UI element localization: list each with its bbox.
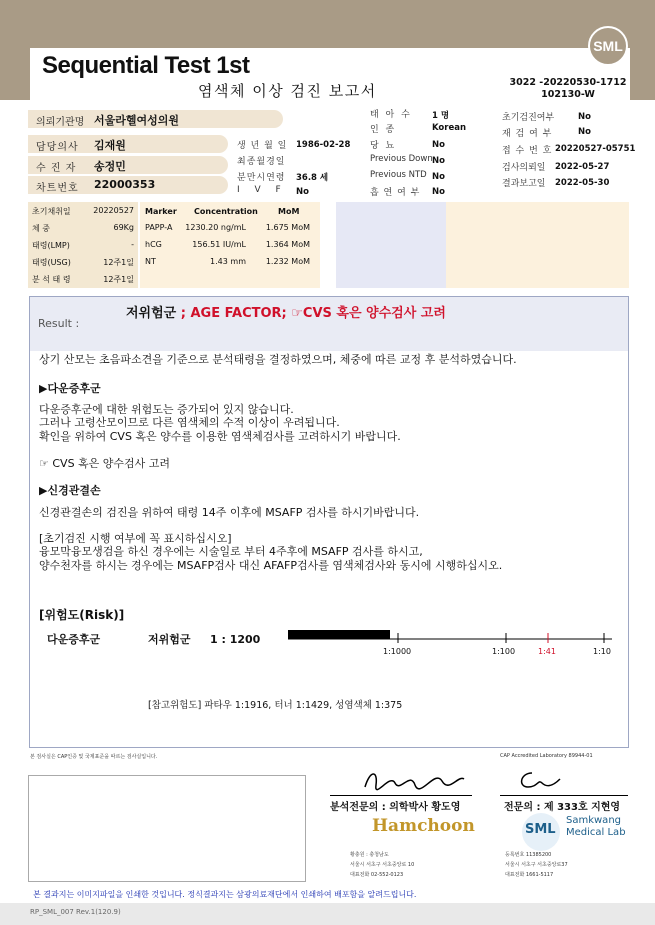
form-code: RP_SML_007 Rev.1(120.9) bbox=[30, 908, 121, 916]
retest-value: No bbox=[578, 127, 591, 137]
report-subtitle: 염색체 이상 검진 보고서 bbox=[198, 82, 377, 100]
prev-ntd-value: No bbox=[432, 172, 445, 182]
blank-panel-blue bbox=[336, 202, 446, 288]
analyst-label: 분석전문의 : 의학박사 황도영 bbox=[330, 802, 461, 813]
request-label: 검사의뢰일 bbox=[502, 163, 546, 173]
early-value: No bbox=[578, 112, 591, 122]
note-text-2: 융모막융모생검을 하신 경우에는 시술일로 부터 4주후에 MSAFP 검사를 하시고, bbox=[39, 545, 423, 558]
doctor-label: 담당의사 bbox=[36, 142, 79, 153]
comment-box bbox=[28, 775, 306, 882]
marker-row-marker: NT bbox=[145, 257, 156, 266]
fetus-label: 태 아 수 bbox=[370, 110, 412, 120]
risk-scale bbox=[286, 624, 616, 660]
tick-label-1000: 1:1000 bbox=[383, 647, 412, 656]
marker-header: Marker bbox=[145, 207, 177, 216]
lab-address: 등록번호 11385200 서울시 서초구 서초중앙로37 대표전화 1661-5117 bbox=[505, 852, 568, 878]
marker-row-marker: PAPP-A bbox=[145, 223, 173, 232]
document-number: 3022 -20220530-1712 102130-W bbox=[509, 77, 627, 100]
report-label: 결과보고일 bbox=[502, 179, 546, 189]
smoking-label: 흡 연 여 부 bbox=[370, 188, 421, 198]
collection-row-label: 체 중 bbox=[32, 224, 50, 233]
collection-row-label: 태령(LMP) bbox=[32, 241, 70, 250]
receipt-label: 접 수 번 호 bbox=[502, 146, 553, 156]
collection-row-value: 12주1일 bbox=[103, 275, 134, 284]
risk-level: 저위험군 bbox=[148, 633, 191, 646]
result-line-1: 상기 산모는 초음파소견을 기준으로 분석태령을 결정하였으며, 체중에 따른 교정 후 분석하였습니다. bbox=[39, 353, 517, 366]
note-text-1: [초기검진 시행 여부에 꼭 표시하십시오] bbox=[39, 532, 232, 545]
examinee-label: 수 진 자 bbox=[36, 163, 77, 174]
cvs-note: ☞ CVS 혹은 양수검사 고려 bbox=[39, 457, 171, 470]
down-title: ▶다운증후군 bbox=[39, 382, 101, 395]
prev-down-label: Previous Down bbox=[370, 154, 433, 164]
sml-logo: SML bbox=[588, 26, 628, 66]
down-text-1: 다운증후군에 대한 위험도는 증가되어 있지 않습니다. bbox=[39, 403, 294, 416]
diabetes-value: No bbox=[432, 140, 445, 150]
lab-logo-text: SML bbox=[525, 822, 556, 837]
early-label: 초기검진여부 bbox=[502, 113, 555, 123]
cap-note: 본 검사실은 CAP인증 및 국제표준을 따르는 검사실입니다. bbox=[30, 754, 158, 760]
institution-label: 의뢰기관명 bbox=[36, 117, 85, 128]
specialist-signature bbox=[514, 767, 564, 793]
tick-label-41: 1:41 bbox=[538, 647, 556, 656]
retest-label: 재 검 여 부 bbox=[502, 129, 553, 139]
marker-row-conc: 156.51 IU/mL bbox=[192, 240, 246, 249]
marker-row-mom: 1.232 MoM bbox=[265, 257, 310, 266]
prev-ntd-label: Previous NTD bbox=[370, 170, 427, 180]
lab-name: Samkwang Medical Lab bbox=[566, 815, 626, 838]
specialist-signature-line bbox=[500, 795, 628, 796]
chart-value: 22000353 bbox=[94, 178, 156, 191]
ntd-title: ▶신경관결손 bbox=[39, 484, 101, 497]
examinee-value: 송정민 bbox=[94, 160, 126, 173]
collection-row-value: - bbox=[131, 240, 134, 249]
tick-label-100: 1:100 bbox=[492, 647, 516, 656]
bottom-note: 본 결과지는 이미지파일을 인쇄한 것입니다. 정식결과지는 삼광의료재단에서 인쇄하여 배포함을 알려드립니다. bbox=[33, 890, 417, 899]
lmp-label: 최종월경일 bbox=[237, 157, 286, 167]
collection-row-label: 태령(USG) bbox=[32, 258, 71, 267]
partner-logo: Hamchoon bbox=[372, 816, 475, 836]
fetus-value: 1 명 bbox=[432, 111, 450, 121]
risk-title: [위험도(Risk)] bbox=[39, 608, 125, 622]
marker-row-conc: 1230.20 ng/mL bbox=[185, 223, 246, 232]
collection-row-label: 초기채취일 bbox=[32, 207, 71, 216]
risk-ratio: 1 : 1200 bbox=[210, 633, 261, 646]
specialist-label: 전문의 : 제 333호 지현영 bbox=[504, 802, 621, 813]
down-text-2: 그러나 고령산모이므로 다른 염색체의 수적 이상이 우려됩니다. bbox=[39, 416, 340, 429]
marker-row-mom: 1.364 MoM bbox=[265, 240, 310, 249]
reference-risk: [참고위험도] 파타우 1:1916, 터너 1:1429, 성염색체 1:375 bbox=[148, 700, 403, 711]
result-summary: 저위험군 ; AGE FACTOR; ☞CVS 혹은 양수검사 고려 bbox=[126, 306, 446, 321]
note-text-3: 양수천자를 하시는 경우에는 MSAFP검사 대신 AFAFP검사를 염색체검사와 동시에 시행하십시오. bbox=[39, 559, 503, 572]
collection-row-value: 69Kg bbox=[113, 223, 134, 232]
ivf-label: I V F bbox=[237, 185, 287, 195]
institution-value: 서울라헬여성의원 bbox=[94, 114, 180, 127]
collection-row-label: 분 석 태 령 bbox=[32, 275, 71, 284]
dob-label: 생 년 월 일 bbox=[237, 141, 288, 151]
age-label: 분만시연령 bbox=[237, 173, 286, 183]
marker-row-mom: 1.675 MoM bbox=[265, 223, 310, 232]
collection-row-value: 20220527 bbox=[93, 206, 134, 215]
ntd-text-1: 신경관결손의 검진을 위하여 태령 14주 이후에 MSAFP 검사를 하시기바랍니다. bbox=[39, 506, 420, 519]
doctor-value: 김재원 bbox=[94, 139, 126, 152]
race-value: Korean bbox=[432, 123, 467, 133]
request-value: 2022-05-27 bbox=[555, 162, 610, 172]
race-label: 인 종 bbox=[370, 125, 397, 135]
tick-label-10: 1:10 bbox=[593, 647, 611, 656]
mom-header: MoM bbox=[278, 207, 300, 216]
cap-accreditation: CAP Accredited Laboratory 89944-01 bbox=[500, 753, 593, 759]
report-value: 2022-05-30 bbox=[555, 178, 610, 188]
prev-down-value: No bbox=[432, 156, 445, 166]
risk-bar bbox=[288, 630, 390, 639]
marker-row-conc: 1.43 mm bbox=[210, 257, 246, 266]
concentration-header: Concentration bbox=[194, 207, 258, 216]
analyst-address: 황충원 : 충청남도 서울시 서초구 서초중앙로 10 대표전화 02-552-0123 bbox=[350, 852, 415, 878]
age-value: 36.8 세 bbox=[296, 173, 329, 183]
analyst-signature bbox=[360, 765, 470, 795]
blank-panel-cream bbox=[446, 202, 629, 288]
down-text-3: 확인을 위하여 CVS 혹은 양수를 이용한 염색체검사를 고려하시기 바랍니다. bbox=[39, 430, 401, 443]
diabetes-label: 당 뇨 bbox=[370, 141, 397, 151]
ivf-value: No bbox=[296, 187, 309, 197]
marker-row-marker: hCG bbox=[145, 240, 162, 249]
collection-row-value: 12주1일 bbox=[103, 258, 134, 267]
chart-label: 차트번호 bbox=[36, 183, 79, 194]
report-title: Sequential Test 1st bbox=[42, 52, 250, 79]
risk-name: 다운증후군 bbox=[47, 633, 101, 646]
smoking-value: No bbox=[432, 187, 445, 197]
receipt-value: 20220527-05751 bbox=[555, 144, 636, 154]
analyst-signature-line bbox=[330, 795, 472, 796]
dob-value: 1986-02-28 bbox=[296, 140, 351, 150]
result-label: Result : bbox=[38, 317, 80, 330]
